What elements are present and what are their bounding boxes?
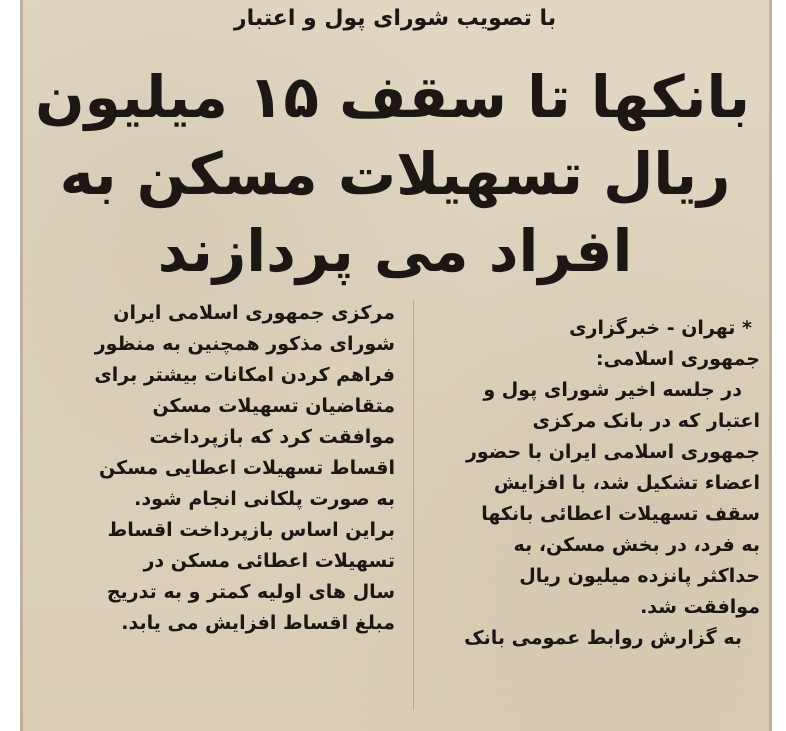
- column-line: به گزارش روابط عمومی بانک: [464, 627, 742, 649]
- column-line: سقف تسهیلات اعطائی بانکها: [481, 503, 760, 525]
- article-kicker: با تصویب شورای پول و اعتبار: [233, 6, 557, 31]
- column-line: مرکزی جمهوری اسلامی ایران: [113, 302, 395, 324]
- article-column-right: [430, 313, 760, 654]
- headline-line-3: افراد می پردازند: [157, 217, 633, 285]
- column-line: موافقت شد.: [640, 596, 760, 618]
- column-line: موافقت کرد که بازپرداخت: [149, 426, 395, 448]
- column-line: مبلغ اقساط افزایش می یابد.: [121, 612, 395, 634]
- column-line: جمهوری اسلامی ایران با حضور: [465, 441, 760, 463]
- column-line: حداکثر پانزده میلیون ریال: [519, 565, 760, 587]
- column-line: متقاضیان تسهیلات مسکن: [152, 395, 395, 417]
- column-line: در جلسه اخیر شورای پول و: [483, 379, 742, 401]
- column-line: سال های اولیه کمتر و به تدریج: [106, 581, 395, 603]
- headline-line-1: بانکها تا سقف ۱۵ میلیون: [35, 63, 750, 131]
- column-line: اعضاء تشکیل شد، با افزایش: [493, 472, 760, 494]
- clipping-left-edge: [20, 0, 23, 731]
- column-line: * تهران - خبرگزاری: [569, 317, 752, 339]
- column-line: تسهیلات اعطائی مسکن در: [143, 550, 395, 572]
- article-column-left: [50, 298, 395, 639]
- column-line: براین اساس بازپرداخت اقساط: [107, 519, 395, 541]
- column-line: اعتبار که در بانک مرکزی: [532, 410, 760, 432]
- column-line: جمهوری اسلامی:: [595, 348, 760, 370]
- column-line: اقساط تسهیلات اعطایی مسکن: [98, 457, 395, 479]
- column-line: به فرد، در بخش مسکن، به: [513, 534, 760, 556]
- headline-line-2: ریال تسهیلات مسکن به: [59, 140, 731, 208]
- column-line: به صورت پلکانی انجام شود.: [134, 488, 395, 510]
- column-line: شورای مذکور همچنین به منظور: [94, 333, 395, 355]
- column-divider: [413, 300, 414, 710]
- column-line: فراهم کردن امکانات بیشتر برای: [94, 364, 395, 386]
- clipping-right-edge: [769, 0, 772, 731]
